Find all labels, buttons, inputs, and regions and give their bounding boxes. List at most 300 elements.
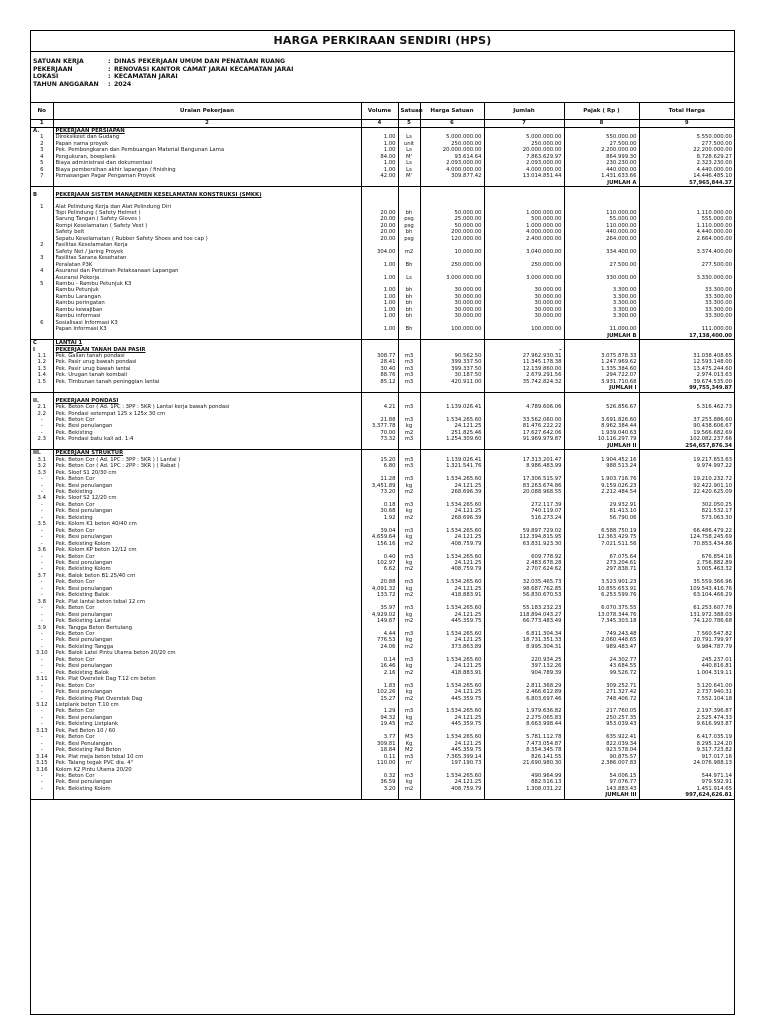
cell-volume: 20.00 [361,236,398,242]
cell-satuan: kg [398,483,420,489]
cell-total: 24.076.988.13 [639,760,734,766]
cell-pajak: 297.838.71 [564,566,639,572]
cell-volume: 0.18 [361,502,398,508]
cell-uraian: Pek. Bekisting [53,515,361,521]
cell-harga-satuan: 24.121.25 [420,637,484,643]
column-number-row [31,120,734,128]
cell-pajak: 953.039.43 [564,721,639,727]
cell-harga-satuan: 7.365.399.14 [420,754,484,760]
cell-volume: 1.29 [361,708,398,714]
cell-total: 39.674.535.00 [639,379,734,385]
cell-harga-satuan [420,443,484,450]
cell-satuan: m3 [398,579,420,585]
cell-harga-satuan: 197.190.73 [420,760,484,766]
cell-total: 555.000.00 [639,216,734,222]
cell-satuan: kg [398,586,420,592]
cell-satuan: kg [398,508,420,514]
cell-uraian: PEKERJAAN TANAH DAN PASIR [53,347,361,353]
cell-uraian: Pek. Besi Penulangan [53,741,361,747]
cell-no: - [40,618,43,625]
cell-jumlah: 35.742.824.32 [484,379,564,385]
cell-jumlah: 8.354.345.78 [484,747,564,753]
cell-total: 109.543.416.76 [639,586,734,592]
cell-uraian: Biaya administrasi dan dokumentasi [53,160,361,166]
cell-no: III. [33,450,41,457]
cell-total: 19.217.653.63 [639,457,734,463]
cell-total: 917.017.16 [639,754,734,760]
cell-satuan: M' [398,173,420,179]
cell-total: 544.971.14 [639,773,734,779]
cell-uraian: Sarung Tangan ( Safety Gloves ) [53,216,361,222]
cell-total: 277.500.00 [639,141,734,147]
cell-volume: 24.06 [361,644,398,650]
cell-no: - [40,689,43,696]
cell-harga-satuan: 418.883.91 [420,670,484,676]
cell-pajak: 822.039.34 [564,741,639,747]
cell-volume [361,385,398,392]
cell-uraian: Pek. Besi penulangan [53,534,361,540]
cell-volume: 20.00 [361,216,398,222]
cell-satuan: m3 [398,528,420,534]
cell-satuan: m3 [398,372,420,378]
cell-volume: 1.00 [361,326,398,332]
cell-uraian: Pek. Beton Cor [53,631,361,637]
cell-no: - [40,489,43,496]
cell-uraian: Asuransi dan Perizinan Pelaksanaan Lapangan [53,268,361,274]
cell-satuan: m3 [398,404,420,410]
cell-uraian: Pek. Besi penulangan [53,715,361,721]
cell-no: - [40,592,43,599]
cell-harga-satuan: 408.759.79 [420,786,484,792]
cell-uraian [53,792,361,799]
cell-uraian: Pek. Sloof S1 20/30 cm [53,470,361,476]
cell-no: 1 [40,134,44,141]
cell-no: 3.7 [37,572,46,579]
cell-no: - [40,637,43,644]
cell-uraian: Pek. Besi penulangan [53,483,361,489]
cell-satuan [398,443,420,450]
cell-jumlah: 55.183.232.23 [484,605,564,611]
cell-satuan: Bh [398,262,420,268]
cell-no: 2.3 [37,436,46,443]
cell-no: - [40,501,43,508]
cell-jumlah: 250.000.00 [484,141,564,147]
cell-jumlah: 18.731.351.33 [484,637,564,643]
cell-harga-satuan: 420.911.00 [420,379,484,385]
cell-uraian: Pek. Tangga Beton Bertulang [53,625,361,631]
cell-no: - [40,476,43,483]
cell-no: - [40,566,43,573]
cell-pajak: 27.500.00 [564,262,639,268]
cell-satuan [398,340,420,347]
cell-no: C [33,340,37,347]
cell-pajak: 988.513.24 [564,463,639,469]
cell-volume [361,180,398,187]
cell-harga-satuan: 1.534.265.60 [420,476,484,482]
cell-volume: 308.77 [361,353,398,359]
cell-satuan: kg [398,423,420,429]
cell-no: 2 [40,140,44,147]
cell-uraian: Direksikeet dan Gudang [53,134,361,140]
cell-no: 1.3 [37,365,46,372]
cell-pajak: 6.070.375.55 [564,605,639,611]
cell-jumlah: 4.789.606.06 [484,404,564,410]
cell-jumlah: 8.663.998.44 [484,721,564,727]
cell-volume [361,792,398,799]
cell-volume: 20.00 [361,229,398,235]
section-row [31,340,734,347]
cell-uraian: Peralatan P3K [53,262,361,268]
cell-no [31,333,53,340]
cell-harga-satuan: 1.534.265.60 [420,657,484,663]
cell-no: - [40,482,43,489]
cell-volume: 110.00 [361,760,398,766]
cell-uraian: Pek. Balok beton B1.25/40 cm [53,573,361,579]
cell-pajak: 3.300.00 [564,300,639,306]
cell-harga-satuan: 2.093.000.00 [420,160,484,166]
cell-satuan: m3 [398,502,420,508]
cell-total: 3.120.641.00 [639,683,734,689]
cell-total [639,340,734,347]
cell-volume: 35.97 [361,605,398,611]
cell-harga-satuan: 1.254.309.60 [420,436,484,442]
cell-harga-satuan: 30.000.00 [420,313,484,319]
cell-satuan: kg [398,663,420,669]
cell-uraian: Pek. Bekisting [53,430,361,436]
cell-harga-satuan: 30.000.00 [420,287,484,293]
cell-volume: 4,091.32 [361,586,398,592]
cell-satuan: psg [398,216,420,222]
cell-uraian: Pek. Beton Cor [53,605,361,611]
cell-harga-satuan: 24.121.25 [420,612,484,618]
cell-no [31,443,53,450]
cell-uraian: PEKERJAAN PERSIAPAN [53,128,361,135]
cell-jumlah: 81.476.222.22 [484,423,564,429]
cell-uraian: Rambu - Rambu Petunjuk K3 [53,281,361,287]
cell-uraian: Pek. Kolom K1 beton 40/40 cm [53,521,361,527]
cell-uraian: Pemasangan Pagar Pengaman Proyek [53,173,361,179]
cell-volume: 776.53 [361,637,398,643]
colnum: 8 [564,120,639,128]
cell-no: - [40,579,43,586]
cell-uraian: Pek. Pondasi batu kali ad. 1:4 [53,436,361,442]
cell-jumlah: 91.969.979.87 [484,436,564,442]
hps-table [31,103,734,800]
cell-uraian: Papan nama proyek [53,141,361,147]
cell-volume: 156.16 [361,541,398,547]
cell-jumlah: 20.088.968.55 [484,489,564,495]
cell-total: 1.110.000.00 [639,210,734,216]
info-line [33,58,734,66]
cell-uraian: Pek. Beton Cor [53,579,361,585]
info-colon: : [108,73,111,81]
cell-no: II. [33,397,39,404]
subtotal-row [31,180,734,187]
cell-harga-satuan: 418.883.91 [420,592,484,598]
header-harga-satuan: Harga Satuan [420,103,484,120]
cell-volume: 20.00 [361,210,398,216]
cell-no: - [40,514,43,521]
cell-pajak: 309.252.71 [564,683,639,689]
cell-jumlah: 2.466.612.89 [484,689,564,695]
cell-uraian: Pek. Beton Cor [53,683,361,689]
cell-no: 3.16 [35,766,48,773]
cell-total: 1.451.914.65 [639,786,734,792]
cell-satuan: m2 [398,644,420,650]
cell-satuan: m3 [398,457,420,463]
subtotal-row [31,443,734,450]
cell-uraian: Pek. Pondasi setempat 125 x 125x 30 cm [53,411,361,417]
cell-satuan: kg [398,612,420,618]
cell-harga-satuan [420,128,484,135]
cell-no: 3 [40,255,44,262]
cell-no: - [40,611,43,618]
cell-satuan: m2 [398,721,420,727]
cell-pajak: 12.363.429.75 [564,534,639,540]
cell-volume: 1.00 [361,307,398,313]
cell-no: 3.11 [35,676,48,683]
info-value: DINAS PEKERJAAN UMUM DAN PENATAAN RUANG [114,58,286,65]
cell-harga-satuan: 93.614.64 [420,154,484,160]
cell-no: 1.5 [37,378,46,385]
cell-no: 6 [40,166,44,173]
cell-pajak: 3.075.878.33 [564,353,639,359]
cell-uraian [53,180,361,187]
cell-volume: 3,451.89 [361,483,398,489]
cell-total: 14.446.485.10 [639,173,734,179]
cell-no: - [40,721,43,728]
cell-total: 979.592.91 [639,779,734,785]
cell-volume: 304.00 [361,249,398,255]
cell-uraian: Pek. Beton Cor [53,528,361,534]
cell-no: - [40,682,43,689]
table-body [31,128,734,800]
cell-jumlah: 6.803.697.46 [484,696,564,702]
cell-jumlah: 30.000.00 [484,307,564,313]
cell-harga-satuan: 1.534.265.60 [420,579,484,585]
cell-jumlah: 2.400.000.00 [484,236,564,242]
cell-no: - [40,663,43,670]
cell-volume: 102.26 [361,689,398,695]
cell-jumlah: 397.132.26 [484,663,564,669]
cell-uraian: Pek. Beton Cor [53,773,361,779]
cell-uraian: Pek. Beton Cor [53,657,361,663]
cell-harga-satuan: 1.534.265.60 [420,708,484,714]
cell-pajak: 526.856.67 [564,404,639,410]
cell-no [31,180,53,187]
cell-uraian: Pek. Bekisting Tangga [53,644,361,650]
cell-satuan: bh [398,313,420,319]
cell-volume: 1.00 [361,275,398,281]
header-uraian: Uraian Pekerjaan [53,103,361,120]
cell-jumlah: 5.000.000.00 [484,134,564,140]
cell-jumlah: 882.516.13 [484,779,564,785]
cell-jumlah: 272.117.39 [484,502,564,508]
cell-uraian: Pek. Pasir urug bawah pondasi [53,359,361,365]
info-value: RENOVASI KANTOR CAMAT JARAI KECAMATAN JARAI [114,65,294,73]
cell-satuan: Kg [398,741,420,747]
cell-volume: 1.00 [361,160,398,166]
cell-pajak: 97.076.77 [564,779,639,785]
cell-pajak: 440.000.00 [564,167,639,173]
cell-total: 99,755,349.87 [639,385,734,392]
cell-uraian: Pek. Bekisting [53,489,361,495]
cell-uraian: Pek. Besi penulangan [53,637,361,643]
cell-pajak: 99.526.72 [564,670,639,676]
project-info [31,52,734,103]
cell-harga-satuan: 24.121.25 [420,689,484,695]
cell-satuan [398,385,420,392]
cell-uraian: Pek. Beton Cor ( Ad. 1PC : 3PP : 5KR ) ( Lantai ) [53,457,361,463]
cell-volume: 73.32 [361,436,398,442]
info-line [33,81,734,89]
cell-total: 66.486.479.22 [639,528,734,534]
cell-harga-satuan: 4.000.000.00 [420,167,484,173]
cell-pajak: 334.400.00 [564,249,639,255]
cell-harga-satuan: 1.534.265.60 [420,502,484,508]
cell-pajak: 110.000.00 [564,210,639,216]
cell-pajak: 294.722.07 [564,372,639,378]
cell-harga-satuan: 20.000.000.00 [420,147,484,153]
cell-no: - [40,734,43,741]
cell-jumlah: 516.273.24 [484,515,564,521]
cell-total: 9.974.997.22 [639,463,734,469]
cell-volume: 19.45 [361,721,398,727]
cell-satuan: m3 [398,605,420,611]
cell-total: 4.440.000.00 [639,167,734,173]
cell-volume: 1.00 [361,167,398,173]
cell-total: 17,138,400.00 [639,333,734,340]
cell-pajak: 11.000.00 [564,326,639,332]
cell-volume: 0.40 [361,554,398,560]
cell-pajak: 110.000.00 [564,223,639,229]
info-value: 2024 [114,80,132,88]
cell-total: 57,965,844.37 [639,180,734,187]
cell-total: 35.559.366.96 [639,579,734,585]
cell-jumlah [484,180,564,187]
cell-uraian: Asuransi Pekerja [53,275,361,281]
table-row [31,236,734,242]
cell-volume: 4.44 [361,631,398,637]
cell-no: 3.12 [35,701,48,708]
cell-satuan: kg [398,637,420,643]
cell-total: 5.316.462.73 [639,404,734,410]
table-row [31,359,734,365]
cell-pajak: 81.413.10 [564,508,639,514]
cell-uraian: Alat Pelindung Kerja dan Alat Pelindung Diri [53,204,361,210]
cell-no: 2.1 [37,404,46,411]
cell-satuan: bh [398,294,420,300]
cell-satuan: m2 [398,515,420,521]
cell-harga-satuan: 408.759.79 [420,541,484,547]
cell-jumlah: 250.000.00 [484,262,564,268]
cell-pajak: 635.922.41 [564,734,639,740]
cell-uraian: PEKERJAAN PONDASI [53,398,361,404]
cell-total: 90.438.606.67 [639,423,734,429]
cell-pajak: 271.327.42 [564,689,639,695]
cell-total: 245.237.01 [639,657,734,663]
cell-jumlah [484,450,564,457]
cell-volume [361,450,398,457]
cell-total: 3.374.400.00 [639,249,734,255]
cell-satuan [398,792,420,799]
cell-pajak: 1.904.452.16 [564,457,639,463]
cell-harga-satuan: 24.121.25 [420,663,484,669]
cell-volume: 0.11 [361,754,398,760]
cell-pajak: 748.406.72 [564,696,639,702]
cell-total: 2.323.230.00 [639,160,734,166]
cell-pajak: 56.790.06 [564,515,639,521]
cell-jumlah: 17.627.642.06 [484,430,564,436]
cell-total: 61.253.607.78 [639,605,734,611]
cell-pajak: 43.684.55 [564,663,639,669]
cell-uraian: Fasilitas Sarana Kesehatan [53,255,361,261]
cell-volume: 11.28 [361,476,398,482]
cell-satuan: Bh [398,326,420,332]
cell-total: 20.791.799.97 [639,637,734,643]
cell-harga-satuan [420,333,484,340]
cell-volume: 1.00 [361,300,398,306]
cell-pajak: 67.075.64 [564,554,639,560]
cell-satuan: m2 [398,566,420,572]
cell-pajak: 217.760.05 [564,708,639,714]
info-label: TAHUN ANGGARAN [33,80,99,88]
cell-harga-satuan: 408.759.79 [420,566,484,572]
header-total-harga: Total Harga [639,103,734,120]
cell-satuan: m3 [398,476,420,482]
cell-uraian: Pek. Beton Cor ( Ad. 1PC : 2PP : 3KR ) ( Rabat ) [53,463,361,469]
cell-no: - [40,643,43,650]
cell-no: I [33,346,35,353]
cell-volume: 20.00 [361,223,398,229]
cell-satuan: M2 [398,747,420,753]
cell-jumlah: 33.562.060.00 [484,417,564,423]
cell-harga-satuan: 5.000.000.00 [420,134,484,140]
header-no: No [31,103,53,120]
cell-harga-satuan: 1.534.265.60 [420,417,484,423]
cell-no: 6 [40,319,44,326]
cell-no: - [40,423,43,430]
cell-pajak: 749.243.48 [564,631,639,637]
cell-satuan: m3 [398,359,420,365]
cell-harga-satuan: 25.000.00 [420,216,484,222]
cell-jumlah: 220.934.25 [484,657,564,663]
cell-volume: 28.41 [361,359,398,365]
cell-no: - [40,669,43,676]
cell-uraian: Pek. Beton Cor [53,417,361,423]
cell-satuan: kg [398,779,420,785]
cell-harga-satuan: 1.321.541.76 [420,463,484,469]
cell-total: 33.300.00 [639,287,734,293]
cell-satuan: m2 [398,541,420,547]
cell-volume: 1.92 [361,515,398,521]
cell-pajak: 3.300.00 [564,313,639,319]
cell-uraian: Safety Net / Jaring Proyek [53,249,361,255]
header-satuan: Satuan [398,103,420,120]
cell-pajak [564,450,639,457]
cell-harga-satuan: 50.000.00 [420,210,484,216]
cell-uraian: Pek. Plat meja beton tebal 10 cm [53,754,361,760]
cell-no: - [40,527,43,534]
cell-pajak: 923.578.04 [564,747,639,753]
cell-uraian: Pek. Sloof S2 12/20 cm [53,495,361,501]
cell-uraian: Sosialisasi Informasi K3 [53,320,361,326]
cell-pajak [564,340,639,347]
cell-no: - [40,740,43,747]
cell-harga-satuan: 120.000.00 [420,236,484,242]
cell-pajak: 54.006.15 [564,773,639,779]
cell-jumlah: 63.831.923.30 [484,541,564,547]
